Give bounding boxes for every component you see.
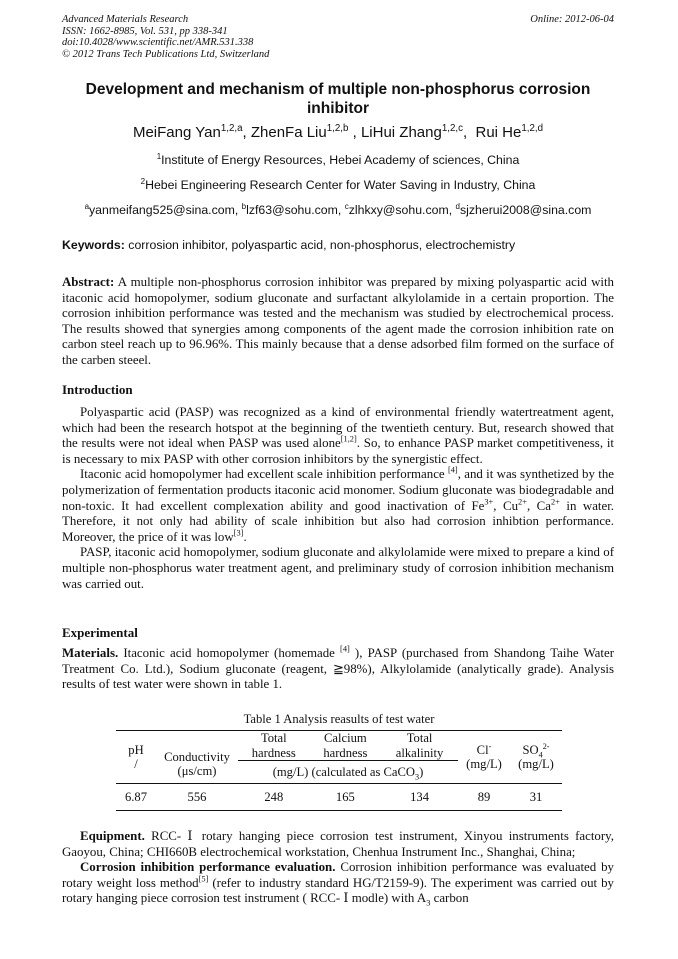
materials-label: Materials. [62, 646, 119, 660]
author-name: ZhenFa Liu [250, 124, 327, 141]
affiliation-mark: 2 [140, 176, 146, 186]
author-name: LiHui Zhang [360, 124, 442, 141]
equipment-label: Equipment. [80, 829, 145, 843]
equipment-paragraph: Equipment. RCC- Ⅰ rotary hanging piece corrosion test instrument, Xinyou instruments factory, Gaoyou, China; CHI660B electrochemical workstation, Chenhua Instrument Inc., Shanghai, China; Corrosion inhibition performance evaluation. Corrosion inhibition performance was evaluated by rotary weight loss method[5] (refer to industry standard HG/T2159-9). The experiment was carried out by rotary hanging piece corrosion test instrument ( RCC- Ⅰ modle) with $A_3$ carbon [62, 829, 614, 908]
email-link[interactable]: yanmeifang525@sina.com [89, 203, 235, 217]
table-cell: 165 [310, 784, 382, 811]
affiliation-2 [62, 178, 614, 192]
doi: doi:10.4028/www.scientific.net/AMR.531.338 [62, 37, 254, 48]
header-ph: pH / [116, 731, 156, 784]
section-heading-experimental: Experimental [62, 625, 138, 640]
table-cell: 89 [458, 784, 510, 811]
affiliation-text: Hebei Engineering Research Center for Water Saving in Industry, China [145, 178, 536, 192]
citation[interactable]: [5] [198, 874, 209, 884]
analysis-table [116, 730, 562, 811]
author-affiliation-mark: 1,2,b [326, 123, 349, 134]
paragraph: Itaconic acid homopolymer had excellent scale inhibition performance [4], and it was synthetized by the polymerization of fermentation products itaconic acid monomer. Sodium gluconate was biodegradable and non-toxic. It had excellent complexation ability and good inactivation of $Fe^{3+}$, $Cu^{2+}$, $Ca^{2+}$ in water. Therefore, it not only had ability of scale inhibition but also had corrosion inhibtion performance. Moreover, the price of it was low[3]. [62, 466, 615, 544]
running-header [62, 14, 614, 60]
header-chloride: Cl- (mg/L) [458, 731, 510, 784]
abstract-label: Abstract: [62, 275, 115, 289]
paragraph: Polyaspartic acid (PASP) was recognized as a kind of environmental friendly watertreatment agent, which had been the research hotspot at the beginning of the twentieth century. But, research showed that the results were not ideal when PASP was used alone[1,2]. So, to enhance PASP market competitiveness, it is necessary to mix PASP with other corrosion inhibitors by the synergistic effect. [62, 405, 614, 466]
email-link[interactable]: lzf63@sohu.com [246, 203, 338, 217]
table-cell: 556 [156, 784, 238, 811]
keywords [62, 238, 614, 252]
keywords-label: Keywords: [62, 238, 125, 252]
section-heading-introduction: Introduction [62, 382, 133, 397]
email-mark: b [241, 201, 247, 211]
author-name: MeiFang Yan [132, 124, 221, 141]
table-cell: 248 [238, 784, 310, 811]
abstract-text: A multiple non-phosphorus corrosion inhibitor was prepared by mixing polyaspartic acid with itaconic acid homopolymer, sodium gluconate and surfactant alkylolamide in a certain proportion. The corrosion inhibition performance was tested and the mechanism was studied by electrochemical process. The results showed that synergies among components of the agent made the corrosion inhibition rate on carbon steel reach up to 96.96%. This mainly because that a dense adsorbed film formed on the surface of the carben steeel. [62, 275, 615, 367]
header-conductivity: Conductivity (μs/cm) [156, 731, 238, 784]
header-sulfate: $SO_4^{2-}$ (mg/L) [510, 731, 562, 784]
materials-paragraph: Materials. Itaconic acid homopolymer (homemade [4] ), PASP (purchased from Shandong Taihe Water Treatment Co. Ltd.), Sodium gluconate (reagent, ≧98%), Alkylolamide (analytically grade). Analysis results of test water were shown in table 1. [62, 644, 615, 692]
author-affiliation-mark: 1,2,a [220, 123, 243, 134]
online-date: Online: 2012-06-04 [530, 14, 614, 25]
citation[interactable]: [1,2] [340, 434, 357, 444]
paragraph: PASP, itaconic acid homopolymer, sodium gluconate and alkylolamide were mixed to prepare a kind of multiple non-phosphorus water treatment agent, and preliminary study of corrosion inhibition mechanism was carried out. [62, 545, 614, 591]
evaluation-paragraph: Corrosion inhibition performance evaluation. Corrosion inhibition performance was evaluated by rotary weight loss method[5] (refer to industry standard HG/T2159-9). The experiment was carried out by rotary hanging piece corrosion test instrument ( RCC- Ⅰ modle) with $A_3$ carbon [62, 860, 614, 908]
email-list: $^a$yanmeifang525@sina.com, $^b$lzf63@sohu.com, $^c$zlhkxy@sohu.com, $^d$sjzherui2008@sina.com [84, 201, 592, 217]
table-cell: 31 [510, 784, 562, 811]
affiliation-1 [62, 153, 614, 167]
introduction-body [62, 405, 614, 592]
evaluation-label: Corrosion inhibition performance evaluation. [80, 860, 336, 875]
author-name: Rui He [475, 124, 522, 141]
table-cell: 6.87 [116, 784, 156, 811]
affiliation-mark: 1 [156, 151, 162, 161]
citation[interactable]: [3] [233, 528, 244, 538]
table-cell: 134 [381, 784, 458, 811]
citation[interactable]: [4] [340, 644, 350, 654]
header-calcium-hardness: Calcium hardness [310, 731, 382, 761]
header-total-alkalinity: Total alkalinity [381, 731, 458, 761]
issn: ISSN: 1662-8985, Vol. 531, pp 338-341 [62, 25, 228, 37]
email-mark: a [84, 201, 90, 211]
paper-title: Development and mechanism of multiple non-phosphorus corrosion inhibitor [85, 81, 591, 117]
email-mark: d [455, 201, 460, 211]
author-affiliation-mark: 1,2,d [521, 123, 544, 134]
email-mark: c [344, 201, 349, 211]
author-affiliation-mark: 1,2,c [441, 123, 463, 134]
copyright: © 2012 Trans Tech Publications Ltd, Switzerland [62, 48, 270, 60]
abstract [62, 275, 614, 369]
citation[interactable]: [4] [447, 466, 458, 476]
affiliation-text: Institute of Energy Resources, Hebei Academy of sciences, China [161, 153, 520, 167]
table-caption: Table 1 Analysis reasults of test water [243, 712, 435, 726]
header-units-span: (mg/L) (calculated as CaCO$_3$) [272, 764, 424, 782]
header-total-hardness: Total hardness [238, 731, 310, 761]
journal-name: Advanced Materials Research [62, 14, 189, 25]
author-list: MeiFang Yan$^{1,2,a}$, ZhenFa Liu$^{1,2,b}$ , LiHui Zhang$^{1,2,c}$, Rui He$^{1,2,d}$ [132, 123, 544, 141]
keywords-text: corrosion inhibitor, polyaspartic acid, non-phosphorus, electrochemistry [128, 238, 516, 252]
email-link[interactable]: zlhkxy@sohu.com [348, 203, 449, 217]
email-link[interactable]: sjzherui2008@sina.com [460, 203, 592, 217]
